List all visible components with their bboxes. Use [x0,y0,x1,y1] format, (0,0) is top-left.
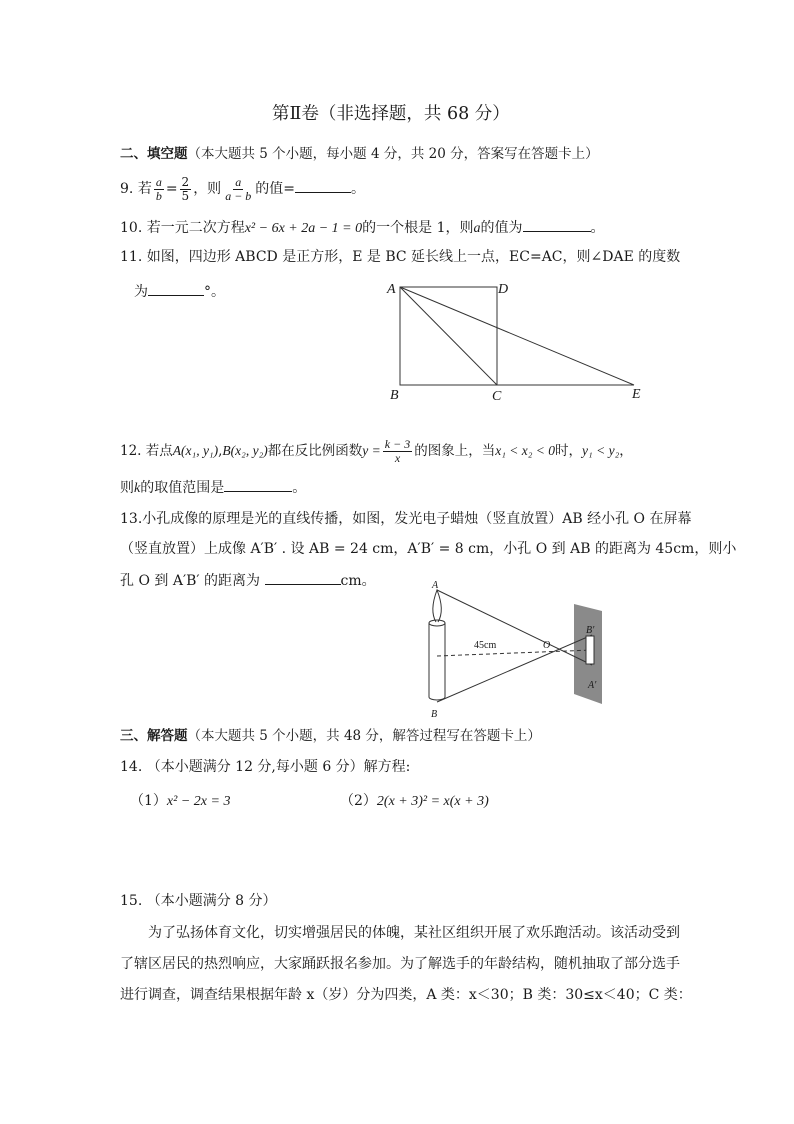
page-title: 第Ⅱ卷（非选择题，共 68 分） [272,104,510,124]
q13-line3-pre: 孔 O 到 A′B′ 的距离为 [120,573,261,589]
q12-text3: 的图象上，当 [414,443,496,459]
question-13-line3 [120,571,376,590]
label-e: E [632,387,641,402]
diagonal-ac [400,287,497,385]
q9-post: 的值= [255,181,296,197]
question-13-line2: （竖直放置）上成像 A′B′ . 设 AB = 24 cm，A′B′ = 8 cm，小孔 O 到 AB 的距离为 45cm，则小 [120,541,737,557]
q11-end: °。 [204,284,225,300]
q12-line2-pre: 则 [120,480,134,496]
question-12-line1 [120,434,633,468]
segment-ae [400,287,634,385]
section-3-heading [120,728,541,744]
q14-part1-label: （1） [130,793,167,809]
question-14-part1 [130,793,230,811]
question-11-line2 [134,282,225,301]
fig13-label-bp: B′ [586,625,595,636]
q9-pre: 若 [137,181,152,197]
q9-fraction-2-over-5: $\frac{2}{5}$ [181,174,190,203]
question-13-line1: 13.小孔成像的原理是光的直线传播，如图，发光电子蜡烛（竖直放置）AB 经小孔 O 在屏幕 [120,511,692,527]
q12-text1: 12. 若点 [120,443,173,459]
q11-answer-blank[interactable] [148,282,204,296]
q11-pre: 为 [134,284,148,300]
axis-dashed [437,650,592,656]
q14-part2-label: （2） [340,793,377,809]
q9-mid: ，则 [193,181,222,197]
q12-condition: x₁ < x₂ < 0 [495,443,556,458]
q12-fraction: $\frac{k - 3}{x}$ [384,437,411,465]
question-15-line1: 为了弘扬体育文化，切实增强居民的体魄，某社区组织开展了欢乐跑活动。该活动受到 [148,925,680,941]
label-c: C [492,389,502,404]
q12-answer-blank[interactable] [224,478,292,492]
image-candle [586,636,594,664]
q12-text4: 时， [555,443,583,459]
q9-end: 。 [351,181,366,197]
q12-sep: , [218,443,223,459]
question-10 [120,218,605,238]
q12-condition2: y₁ < y₂ [582,443,620,458]
q10-text2: 的一个根是 1，则 [362,220,474,236]
question-12-line2 [120,478,306,498]
fig13-label-b: B [431,709,438,720]
fig13-label-a: A [432,580,439,591]
q9-fraction-a-over-a-minus-b: $\frac{a}{a - b}$ [225,174,252,203]
candle-flame [433,590,442,622]
q10-text3: 的值为 [480,220,523,236]
question-14-part2 [340,793,489,811]
q12-var: k [134,481,141,496]
fig13-label-dist: 45cm [474,640,497,651]
q10-answer-blank[interactable] [523,218,591,232]
q12-text5: ， [619,443,633,459]
question-15-line3: 进行调查，调查结果根据年龄 x（岁）分为四类，A 类：x＜30；B 类：30≤x＜40；C 类： [120,987,692,1003]
q13-answer-blank[interactable] [265,571,341,585]
q9-answer-blank[interactable] [295,179,351,193]
question-15-line2: 了辖区居民的热烈响应，大家踊跃报名参加。为了解选手的年龄结构，随机抽取了部分选手 [120,956,680,972]
q10-end: 。 [590,220,605,236]
section-2-title: 二、填空题 [120,146,188,162]
question-11-line1: 11. 如图，四边形 ABCD 是正方形，E 是 BC 延长线上一点，EC=AC，则∠DAE 的度数 [120,249,681,265]
fig13-label-o: O [543,640,551,651]
q11-figure [380,274,650,406]
q9-fraction-a-over-b: $\frac{a}{b}$ [155,174,162,203]
q10-var: a [473,221,481,236]
label-b: B [390,388,399,403]
q12-line2-mid: 的取值范围是 [140,480,225,496]
question-15-head: 15. （本小题满分 8 分） [120,893,277,909]
q13-end: cm。 [340,573,376,589]
question-9 [120,172,365,206]
ray-a [437,590,592,665]
question-14-head: 14. （本小题满分 12 分,每小题 6 分）解方程: [120,759,411,775]
q12-point-a: A(x₁, y₁) [172,443,219,458]
section-3-title: 三、解答题 [120,728,188,744]
section-2-heading [120,146,599,162]
ray-b [437,635,592,702]
q13-figure [414,578,624,720]
q12-text2: 都在反比例函数 [267,443,363,459]
q12-end: 。 [292,480,307,496]
q9-equals: = [165,181,178,197]
section-2-note: （本大题共 5 个小题，每小题 4 分，共 20 分，答案写在答题卡上） [187,146,599,162]
label-d: D [498,282,509,297]
q9-number: 9. [120,181,134,197]
q14-part2-equation: 2(x + 3)² = x(x + 3) [376,794,489,809]
q10-equation: x² − 6x + 2a − 1 = 0 [244,221,363,236]
fig13-label-ap: A′ [588,680,597,691]
q12-point-b: B(x₂, y₂) [222,443,268,458]
section-3-note: （本大题共 5 个小题，共 48 分，解答过程写在答题卡上） [187,728,541,744]
label-a: A [387,282,396,297]
candle-top [429,620,445,626]
q12-func-lhs: y = [362,443,381,458]
q14-part1-equation: x² − 2x = 3 [166,794,231,809]
q10-text1: 10. 若一元二次方程 [120,220,245,236]
